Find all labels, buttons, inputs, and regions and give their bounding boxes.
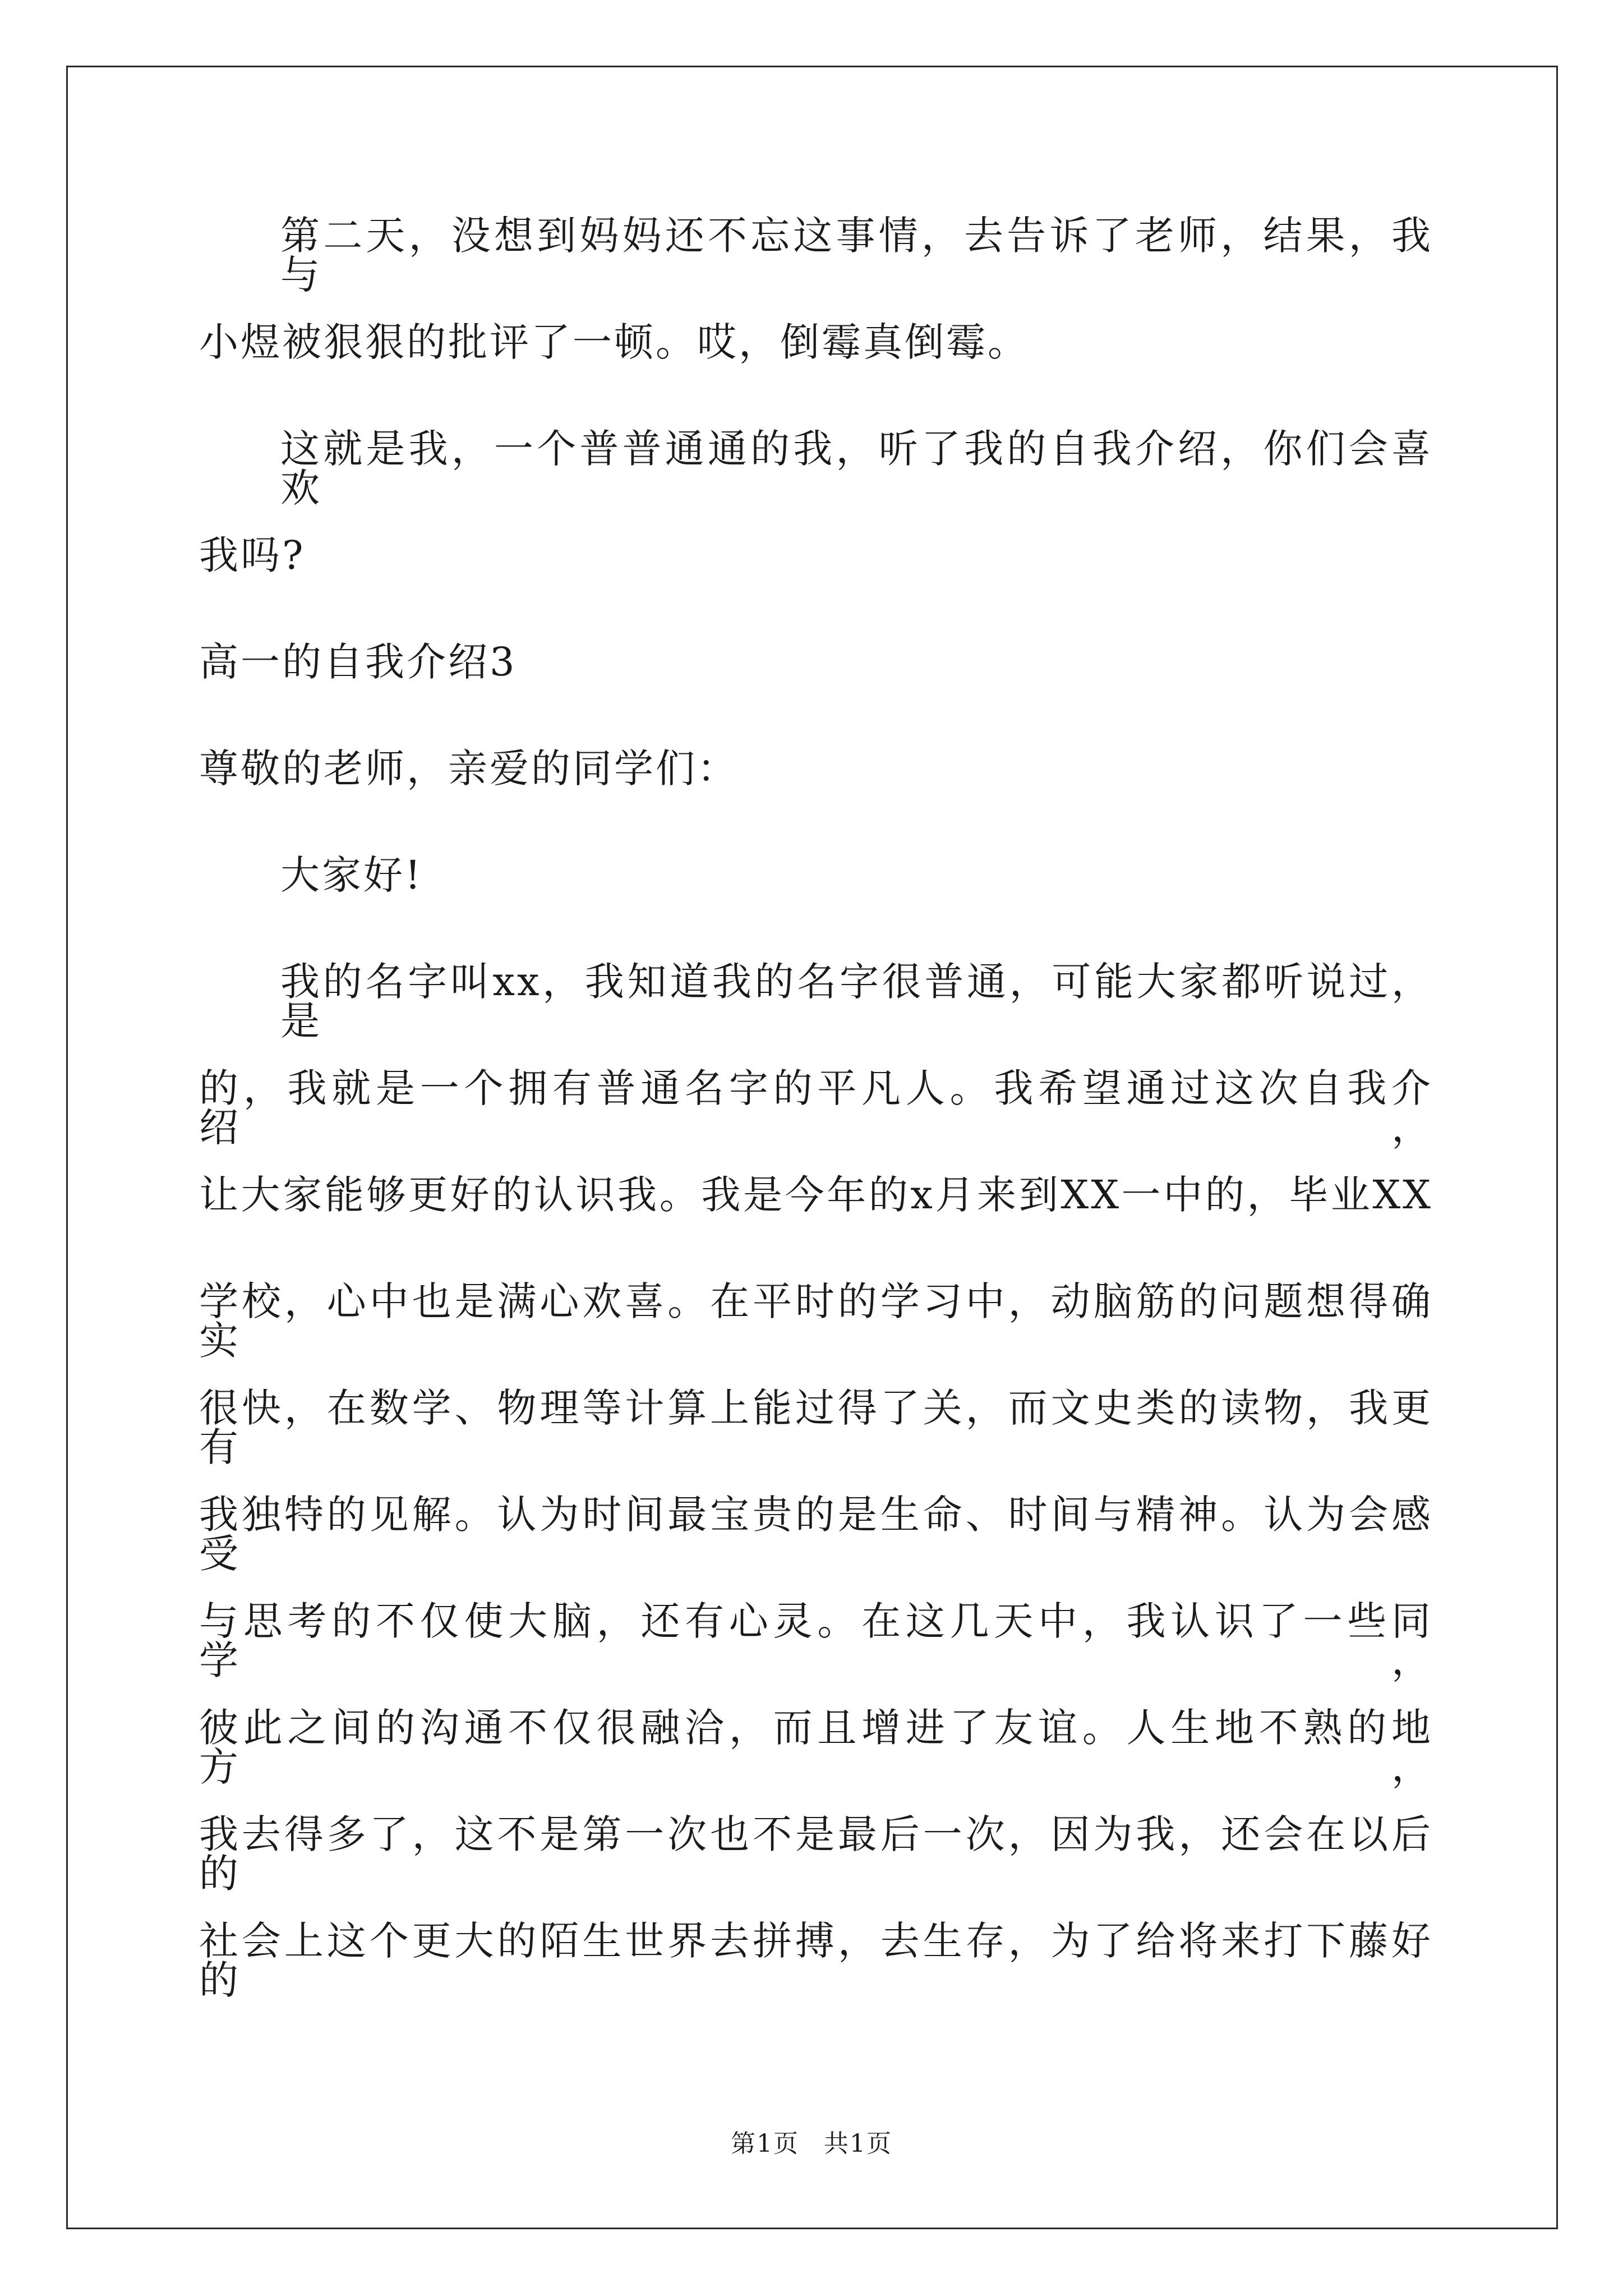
text-line: 很快，在数学、物理等计算上能过得了关，而文史类的读物，我更有	[199, 1385, 1433, 1470]
text-line: 我吗?	[199, 532, 306, 578]
salutation: 尊敬的老师，亲爱的同学们：	[199, 746, 739, 792]
page-footer	[0, 2123, 1623, 2159]
text-line: 我的名字叫xx，我知道我的名字很普通，可能大家都听说过，是	[280, 959, 1433, 1044]
text-line: 的，我就是一个拥有普通名字的平凡人。我希望通过这次自我介绍，	[199, 1065, 1433, 1151]
text-line: 这就是我，一个普普通通的我，听了我的自我介绍，你们会喜欢	[280, 426, 1433, 511]
page-number: 第1页	[731, 2129, 799, 2158]
document-body	[199, 213, 1433, 2028]
text-line: 与思考的不仅使大脑，还有心灵。在这几天中，我认识了一些同学，	[199, 1598, 1433, 1683]
text-line: 我去得多了，这不是第一次也不是最后一次，因为我，还会在以后的	[199, 1811, 1433, 1897]
text-line: 彼此之间的沟通不仅很融洽，而且增进了友谊。人生地不熟的地方，	[199, 1705, 1433, 1790]
text-line: 第二天，没想到妈妈还不忘这事情，去告诉了老师，结果，我与	[280, 213, 1433, 298]
text-line: 学校，心中也是满心欢喜。在平时的学习中，动脑筋的问题想得确实	[199, 1278, 1433, 1364]
text-line: 我独特的见解。认为时间最宝贵的是生命、时间与精神。认为会感受	[199, 1492, 1433, 1577]
text-line: 小煜被狠狠的批评了一顿。哎，倒霉真倒霉。	[199, 319, 1029, 365]
section-heading: 高一的自我介绍3	[199, 639, 517, 685]
greeting: 大家好!	[280, 852, 423, 898]
text-line: 让大家能够更好的认识我。我是今年的x月来到XX一中的，毕业XX	[199, 1172, 1433, 1218]
text-line: 社会上这个更大的陌生世界去拼搏，去生存，为了给将来打下藤好的	[199, 1918, 1433, 2003]
page-total: 共1页	[824, 2129, 892, 2158]
